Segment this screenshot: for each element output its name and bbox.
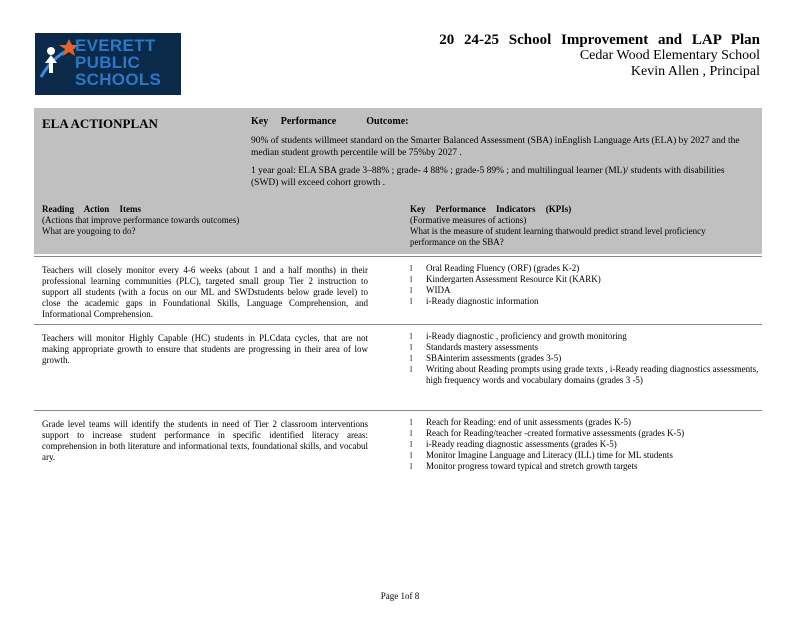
kpi-list <box>410 417 760 472</box>
action-item: Teachers will closely monitor every 4-6 weeks (about 1 and a half months) in their professional learning communities (PLC), targeted small group Tier 2 instruction to support all students (with a focus on our ML and SWDstudents below grade level) to close the academic gaps in Foundational Skills, Language Comprehension, and Informational Comprehension. <box>42 265 368 319</box>
table-row <box>34 410 762 491</box>
kpi-header: Key Performance Indicators (KPIs) (Formative measures of actions) What is the measure of student learning thatwould predict strand level proficiency performance on the SBA? <box>410 204 706 247</box>
kpi-item: l Kindergarten Assessment Resource Kit (KARK) <box>410 274 760 285</box>
document-header <box>439 32 760 80</box>
kpi-item: l WIDA <box>410 285 760 296</box>
key-performance-outcome-text: 90% of students willmeet standard on the Smarter Balanced Assessment (SBA) inEnglish Language Arts (ELA) by 2027 and the median student growth percentile will be 75%by 2027 . 1 year goal: ELA SBA grade 3–88% ; grade- 4 88% ; grade-5 89% ; and multilingual learner (ML)/ students with disabilities (SWD) will exceed cohort growth . <box>251 136 740 188</box>
page-number: Page 1of 8 <box>380 591 420 601</box>
action-item: Teachers will monitor Highly Capable (HC) students in PLCdata cycles, that are not making appropriate growth to ensure that students are progressing in their area of low growth. <box>42 333 368 365</box>
logo-text: EVERETT PUBLIC SCHOOLS <box>75 36 162 89</box>
kpi-item: l Monitor Imagine Language and Literacy (ILL) time for ML students <box>410 450 760 461</box>
kpi-item: l Oral Reading Fluency (ORF) (grades K-2) <box>410 263 760 274</box>
kpi-list <box>410 331 760 386</box>
table-row <box>34 256 762 325</box>
district-logo <box>35 33 181 95</box>
action-item: Grade level teams will identify the students in need of Tier 2 classroom interventions support to increase student performance in specific identified literacy areas: comprehension in both literature and informational texts, foundational skills, and vocabul ary. <box>42 419 368 462</box>
kpi-item: l i-Ready diagnostic , proficiency and growth monitoring <box>410 331 760 342</box>
kpi-item: l i-Ready reading diagnostic assessments (grades K-5) <box>410 439 760 450</box>
kpi-item: l Monitor progress toward typical and stretch growth targets <box>410 461 760 472</box>
kpi-item: l i-Ready diagnostic information <box>410 296 760 307</box>
reading-action-items-header: Reading Action Items (Actions that improve performance towards outcomes) What are yougoing to do? <box>42 204 240 236</box>
school-name: Cedar Wood Elementary School <box>579 48 760 63</box>
kpi-list <box>410 263 760 307</box>
kpi-item: l Standards mastery assessments <box>410 342 760 353</box>
key-performance-outcome-label: Key Performance Outcome: <box>251 116 409 127</box>
kpi-item: l Reach for Reading: end of unit assessments (grades K-5) <box>410 417 760 428</box>
action-plan-panel <box>34 108 762 254</box>
kpi-item: l Writing about Reading prompts using grade texts , i-Ready reading diagnostics assessments, high frequency words and vocabulary domains (grades 3 -5) <box>410 364 760 386</box>
table-row <box>34 324 762 411</box>
plan-title: ELA ACTIONPLAN <box>42 116 158 131</box>
kpi-item: l Reach for Reading/teacher -created formative assessments (grades K-5) <box>410 428 760 439</box>
kpi-item: l SBAinterim assessments (grades 3-5) <box>410 353 760 364</box>
plan-heading: 20 24-25 School Improvement and LAP Plan <box>439 32 760 48</box>
principal-name: Kevin Allen , Principal <box>630 64 760 79</box>
